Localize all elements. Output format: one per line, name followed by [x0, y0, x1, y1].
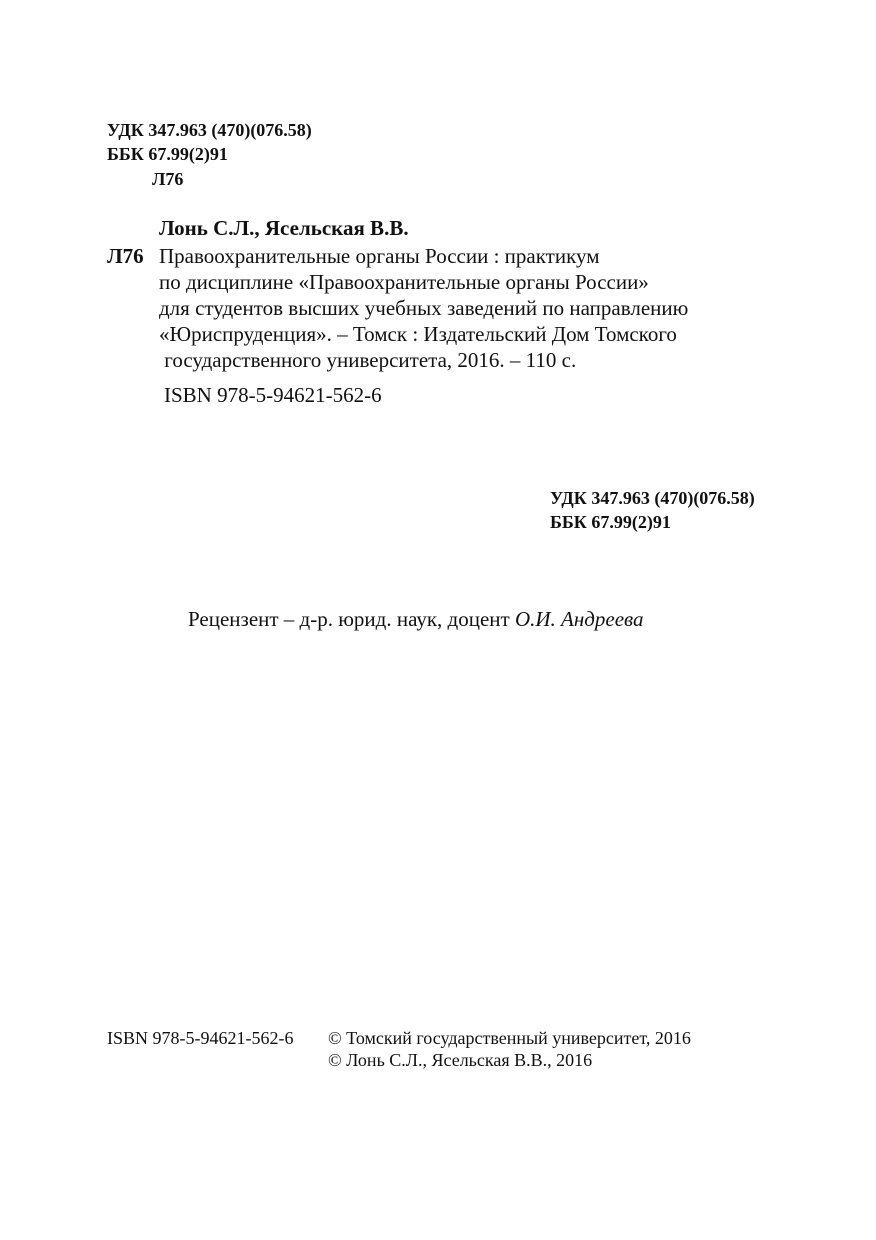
bibliography-line: для студентов высших учебных заведений по направлению: [159, 296, 689, 320]
bibliography-line: «Юриспруденция». – Томск : Издательский Дом Томского: [159, 322, 677, 346]
author-mark: Л76: [152, 169, 184, 189]
bbk-code-right: ББК 67.99(2)91: [550, 512, 671, 532]
footer-isbn: ISBN 978-5-94621-562-6: [107, 1028, 294, 1048]
bibliography-mark: Л76: [107, 244, 144, 268]
bbk-code: ББК 67.99(2)91: [107, 144, 228, 164]
reviewer-prefix: Рецензент – д-р. юрид. наук, доцент: [188, 607, 515, 631]
reviewer: [188, 606, 644, 633]
udk-code-right: УДК 347.963 (470)(076.58): [550, 488, 755, 508]
udk-code: УДК 347.963 (470)(076.58): [107, 120, 312, 140]
authors: Лонь С.Л., Ясельская В.В.: [159, 216, 409, 240]
bibliography-line: Правоохранительные органы России : практикум: [159, 244, 600, 268]
bibliography-line: государственного университета, 2016. – 110 с.: [159, 348, 577, 372]
bibliography-isbn: ISBN 978-5-94621-562-6: [164, 383, 382, 407]
bibliography-line: по дисциплине «Правоохранительные органы России»: [159, 270, 649, 294]
copyright-line: © Лонь С.Л., Ясельская В.В., 2016: [328, 1050, 593, 1070]
copyright-line: © Томский государственный университет, 2016: [328, 1028, 691, 1048]
reviewer-name: О.И. Андреева: [514, 607, 644, 631]
